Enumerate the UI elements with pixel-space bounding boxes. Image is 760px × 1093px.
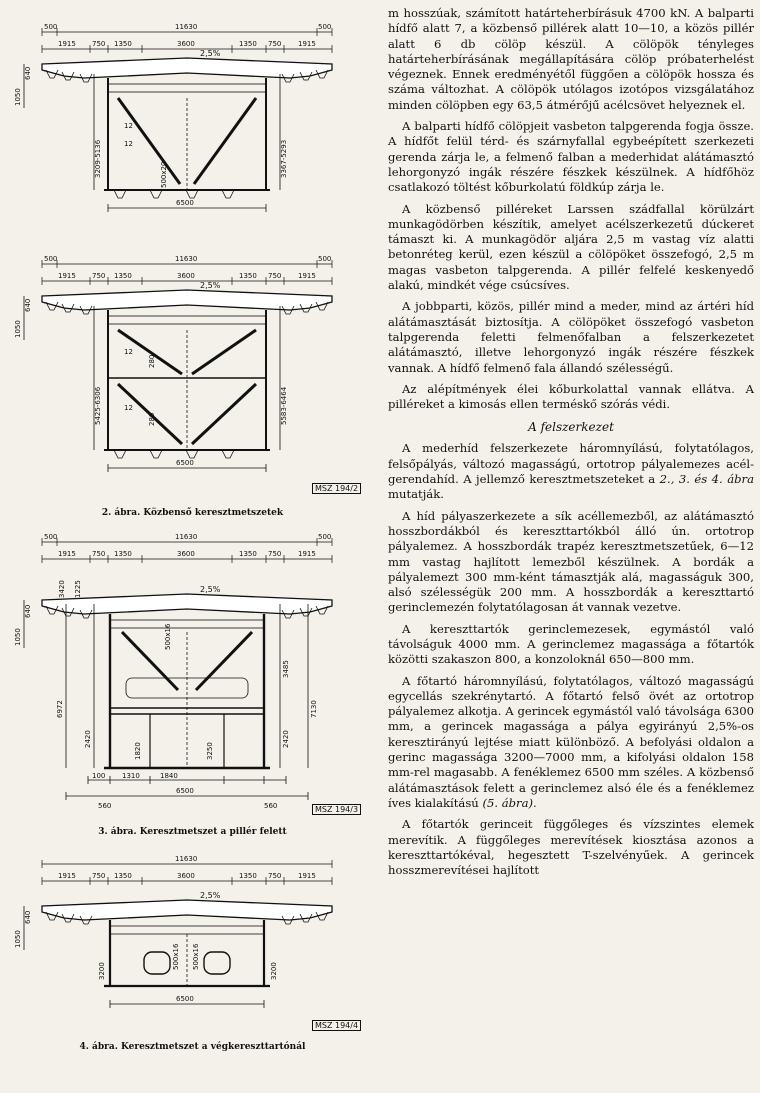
fig3-dim-1350-right: 1350	[239, 550, 257, 558]
fig4-dim-1915-right: 1915	[298, 872, 316, 880]
fig3-dim-500-right: 500	[318, 533, 332, 541]
figure-2-cross-section	[0, 250, 385, 490]
fig4-dim-11630: 11630	[175, 855, 198, 863]
fig2-label-height-left: 5425-6306	[94, 386, 102, 425]
fig1-dim-3600: 3600	[177, 40, 195, 48]
fig3-bottom-100: 100	[92, 772, 106, 780]
paragraph-7: A híd pályaszerkezete a sík acéllemezből, az alátámasztó hosszbordákból és kereszttartókból álló ún. ortotrop pályalemez. A hosszbordák trapéz keresztmetszetűek, 6—12 mm vastag hajlított lemezből készülnek. A bordák a pályalemezt 300 mm-ként támasztják alá, magasságuk 300, alsó szélességük 200 mm. A hosszbordák a kereszttartó gerinclemezén folytatólagosan át vannak vezetve.	[388, 508, 754, 615]
paragraph-8: A kereszttartók gerinclemezesek, egymástól való távolságuk 4000 mm. A gerinclemez magassága a főtartók közötti szakaszon 800, a konzoloknál 650—800 mm.	[388, 621, 754, 667]
fig4-dim-3600: 3600	[177, 872, 195, 880]
fig3-bottom-1840: 1840	[160, 772, 178, 780]
fig1-dim-750-left: 750	[92, 40, 106, 48]
fig3-label-2420b: 2420	[282, 730, 290, 748]
fig4-label-640: 640	[24, 910, 32, 924]
fig2-label-height-right: 5583-6464	[280, 386, 288, 425]
fig1-label-640: 640	[24, 66, 32, 80]
fig2-dim-11630: 11630	[175, 255, 198, 263]
fig3-caption: 3. ábra. Keresztmetszet a pillér felett	[98, 827, 287, 837]
fig3-bottom-6500: 6500	[176, 787, 194, 795]
fig1-bottom-6500: 6500	[176, 199, 194, 207]
fig1-slope: 2,5%	[200, 49, 221, 58]
fig3-dim-1350-left: 1350	[114, 550, 132, 558]
fig3-label-7130: 7130	[310, 700, 318, 718]
fig2-dim-500-right: 500	[318, 255, 332, 263]
fig3-dim-3600: 3600	[177, 550, 195, 558]
fig2-bottom-6500: 6500	[176, 459, 194, 467]
fig1-label-height-left: 3209-5136	[94, 139, 102, 178]
fig3-bottom-560-right: 560	[264, 802, 278, 810]
fig1-label-500x20: 500x20	[160, 161, 168, 188]
fig4-label-3200-left: 3200	[98, 962, 106, 980]
fig4-label-500x16-right: 500x16	[192, 943, 200, 970]
fig4-dim-1350-right: 1350	[239, 872, 257, 880]
fig2-dim-1915-left: 1915	[58, 272, 76, 280]
fig2-dim-3600: 3600	[177, 272, 195, 280]
fig3-dim-1915-left: 1915	[58, 550, 76, 558]
paragraph-10: A főtartók gerinceit függőleges és vízszintes elemek merevítik. A függőleges merevítések kiosztása azonos a kereszttartókéval, hegesztett T-szelvényűek. A gerincek hosszmerevítései hajlított	[388, 817, 754, 878]
fig3-label-1225: 1225	[74, 580, 82, 598]
fig4-bottom-6500: 6500	[176, 995, 194, 1003]
fig3-dim-750-left: 750	[92, 550, 106, 558]
fig3-label-3485: 3485	[282, 660, 290, 678]
fig1-dim-1350-left: 1350	[114, 40, 132, 48]
fig4-dim-1350-left: 1350	[114, 872, 132, 880]
fig3-dim-1915-right: 1915	[298, 550, 316, 558]
fig2-label-12b: 12	[124, 404, 133, 412]
fig4-label-500x16-left: 500x16	[172, 943, 180, 970]
fig2-caption: 2. ábra. Közbenső keresztmetszetek	[101, 508, 284, 518]
fig2-dim-750-left: 750	[92, 272, 106, 280]
paragraph-6-text-c: mutatják.	[388, 487, 444, 502]
fig3-label-640: 640	[24, 604, 32, 618]
fig1-label-12b: 12	[124, 140, 133, 148]
fig4-caption: 4. ábra. Keresztmetszet a végkereszttartónál	[79, 1042, 306, 1052]
paragraph-9	[388, 674, 754, 812]
fig4-slope: 2,5%	[200, 891, 221, 900]
fig4-label-1050: 1050	[14, 930, 22, 948]
figure-1-cross-section	[0, 18, 385, 233]
fig2-label-640: 640	[24, 298, 32, 312]
fig3-label-3250: 3250	[206, 742, 214, 760]
paragraph-5: Az alépítmények élei kőburkolattal vannak ellátva. A pilléreket a kimosás ellen terméskő szórás védi.	[388, 381, 754, 412]
fig2-label-280a: 280	[148, 354, 156, 368]
fig3-label-2420a: 2420	[84, 730, 92, 748]
section-heading: A felszerkezet	[528, 420, 614, 435]
paragraph-6	[388, 441, 754, 502]
fig4-dim-750-left: 750	[92, 872, 106, 880]
fig4-label-3200-right: 3200	[270, 962, 278, 980]
paragraph-6-figure-ref: 2., 3. és 4. ábra	[659, 472, 754, 487]
fig1-dim-500-left: 500	[44, 23, 58, 31]
paragraph-3: A közbenső pilléreket Larssen szádfallal körülzárt munkagödörben készítik, amelyet acélszerkezetű dúckeret támaszt ki. A munkagödör aljára 2,5 m vastag víz alatti betonréteg kerül, ezen készül a cölöpöket összefogó, 2,5 m magas vasbeton talpgerenda. A pillér felfelé keskenyedő alakú, mindkét vége csúcsíves.	[388, 201, 754, 293]
paragraph-6-text-a: A mederhíd felszerkezete háromnyílású, folytatólagos, felsőpályás, változó magasságú, ortotrop pályalemezes acél-gerendahíd. A jellemző keresztmetszeteket a	[388, 441, 754, 487]
fig3-bottom-560-left: 560	[98, 802, 112, 810]
fig3-dim-500-left: 500	[44, 533, 58, 541]
fig4-dim-1915-left: 1915	[58, 872, 76, 880]
fig1-label-12a: 12	[124, 122, 133, 130]
fig1-label-height-right: 3367-5293	[280, 139, 288, 178]
fig3-label-3420: 3420	[58, 580, 66, 598]
figure-3-cross-section	[0, 528, 385, 818]
fig1-dim-1915-left: 1915	[58, 40, 76, 48]
fig3-label-6972: 6972	[56, 700, 64, 718]
fig3-slope: 2,5%	[200, 585, 221, 594]
fig4-dim-750-right: 750	[268, 872, 282, 880]
paragraph-1: m hosszúak, számított határteherbírásuk 4700 kN. A balparti hídfő alatt 7, a közbenső pillérek alatt 10—10, a közös pillér alatt 6 db cölöp készül. A cölöpök tényleges határteherbírásának megállapítására cölöp próbaterhelést végeznek. Ennek eredményétől függően a cölöpök hossza és száma változhat. A cölöpök utólagos izotópos vizsgálatához minden cölöpben egy 63,5 átmérőjű acélcsövet helyeznek el.	[388, 6, 754, 112]
paragraph-9-figure-ref: (5. ábra).	[482, 795, 537, 810]
fig3-label-500x16: 500x16	[164, 623, 172, 650]
paragraph-9-text: A főtartó háromnyílású, folytatólagos, változó magasságú egycellás szekrénytartó. A főtartó felső övét az ortotrop pályalemez alkotja. A gerincek egymástól való távolsága 6300 mm, a gerincek magassága a pálya egyirányú 2,5%-os keresztirányú lejtése miatt különböző. A befolyási oldalon a gerinc magassága 3200—7000 mm, a kifolyási oldalon 158 mm-rel magasabb. A fenéklemez 6500 mm széles. A közbenső alátámasztások felett a gerinclemez alsó éle és a fenéklemez íves kialakítású	[388, 673, 754, 810]
fig3-bottom-1310: 1310	[122, 772, 140, 780]
fig1-dim-1915-right: 1915	[298, 40, 316, 48]
fig1-dim-500-right: 500	[318, 23, 332, 31]
fig2-dim-500-left: 500	[44, 255, 58, 263]
figure-4-cross-section	[0, 850, 385, 1040]
fig3-dim-750-right: 750	[268, 550, 282, 558]
fig2-dim-750-right: 750	[268, 272, 282, 280]
fig2-stamp: MSZ 194/2	[312, 483, 361, 494]
fig2-label-280b: 280	[148, 412, 156, 426]
fig2-dim-1350-left: 1350	[114, 272, 132, 280]
paragraph-4: A jobbparti, közös, pillér mind a meder, mind az ártéri híd alátámasztását biztosítja. A cölöpöket összefogó vasbeton talpgerenda feletti felmenőfalban a felszerkezetet alátámasztó, illetve lehorgonyzó ingák részére fészkek vannak. A hídfő felmenő fala állandó szélességű.	[388, 299, 754, 375]
fig2-dim-1915-right: 1915	[298, 272, 316, 280]
fig2-label-12a: 12	[124, 348, 133, 356]
fig2-slope: 2,5%	[200, 281, 221, 290]
fig2-dim-1350-right: 1350	[239, 272, 257, 280]
fig3-label-1820: 1820	[134, 742, 142, 760]
fig1-label-1050: 1050	[14, 88, 22, 106]
fig3-dim-11630: 11630	[175, 533, 198, 541]
fig1-dim-750-right: 750	[268, 40, 282, 48]
paragraph-2: A balparti hídfő cölöpjeit vasbeton talpgerenda fogja össze. A hídfőt felül térd- és szárnyfallal egybeépített szerkezeti gerenda zárja le, a felmenő falban a mederhidat alátámasztó lehorgonyzó ingák részére fészkek készülnek. A hídfőhöz csatlakozó töltést kőburkolatú földkúp zárja le.	[388, 119, 754, 195]
fig1-dim-1350-right: 1350	[239, 40, 257, 48]
fig3-label-1050: 1050	[14, 628, 22, 646]
text-column	[388, 0, 754, 1093]
fig3-stamp: MSZ 194/3	[312, 804, 361, 815]
fig4-stamp: MSZ 194/4	[312, 1020, 361, 1031]
fig2-label-1050: 1050	[14, 320, 22, 338]
fig1-dim-11630: 11630	[175, 23, 198, 31]
